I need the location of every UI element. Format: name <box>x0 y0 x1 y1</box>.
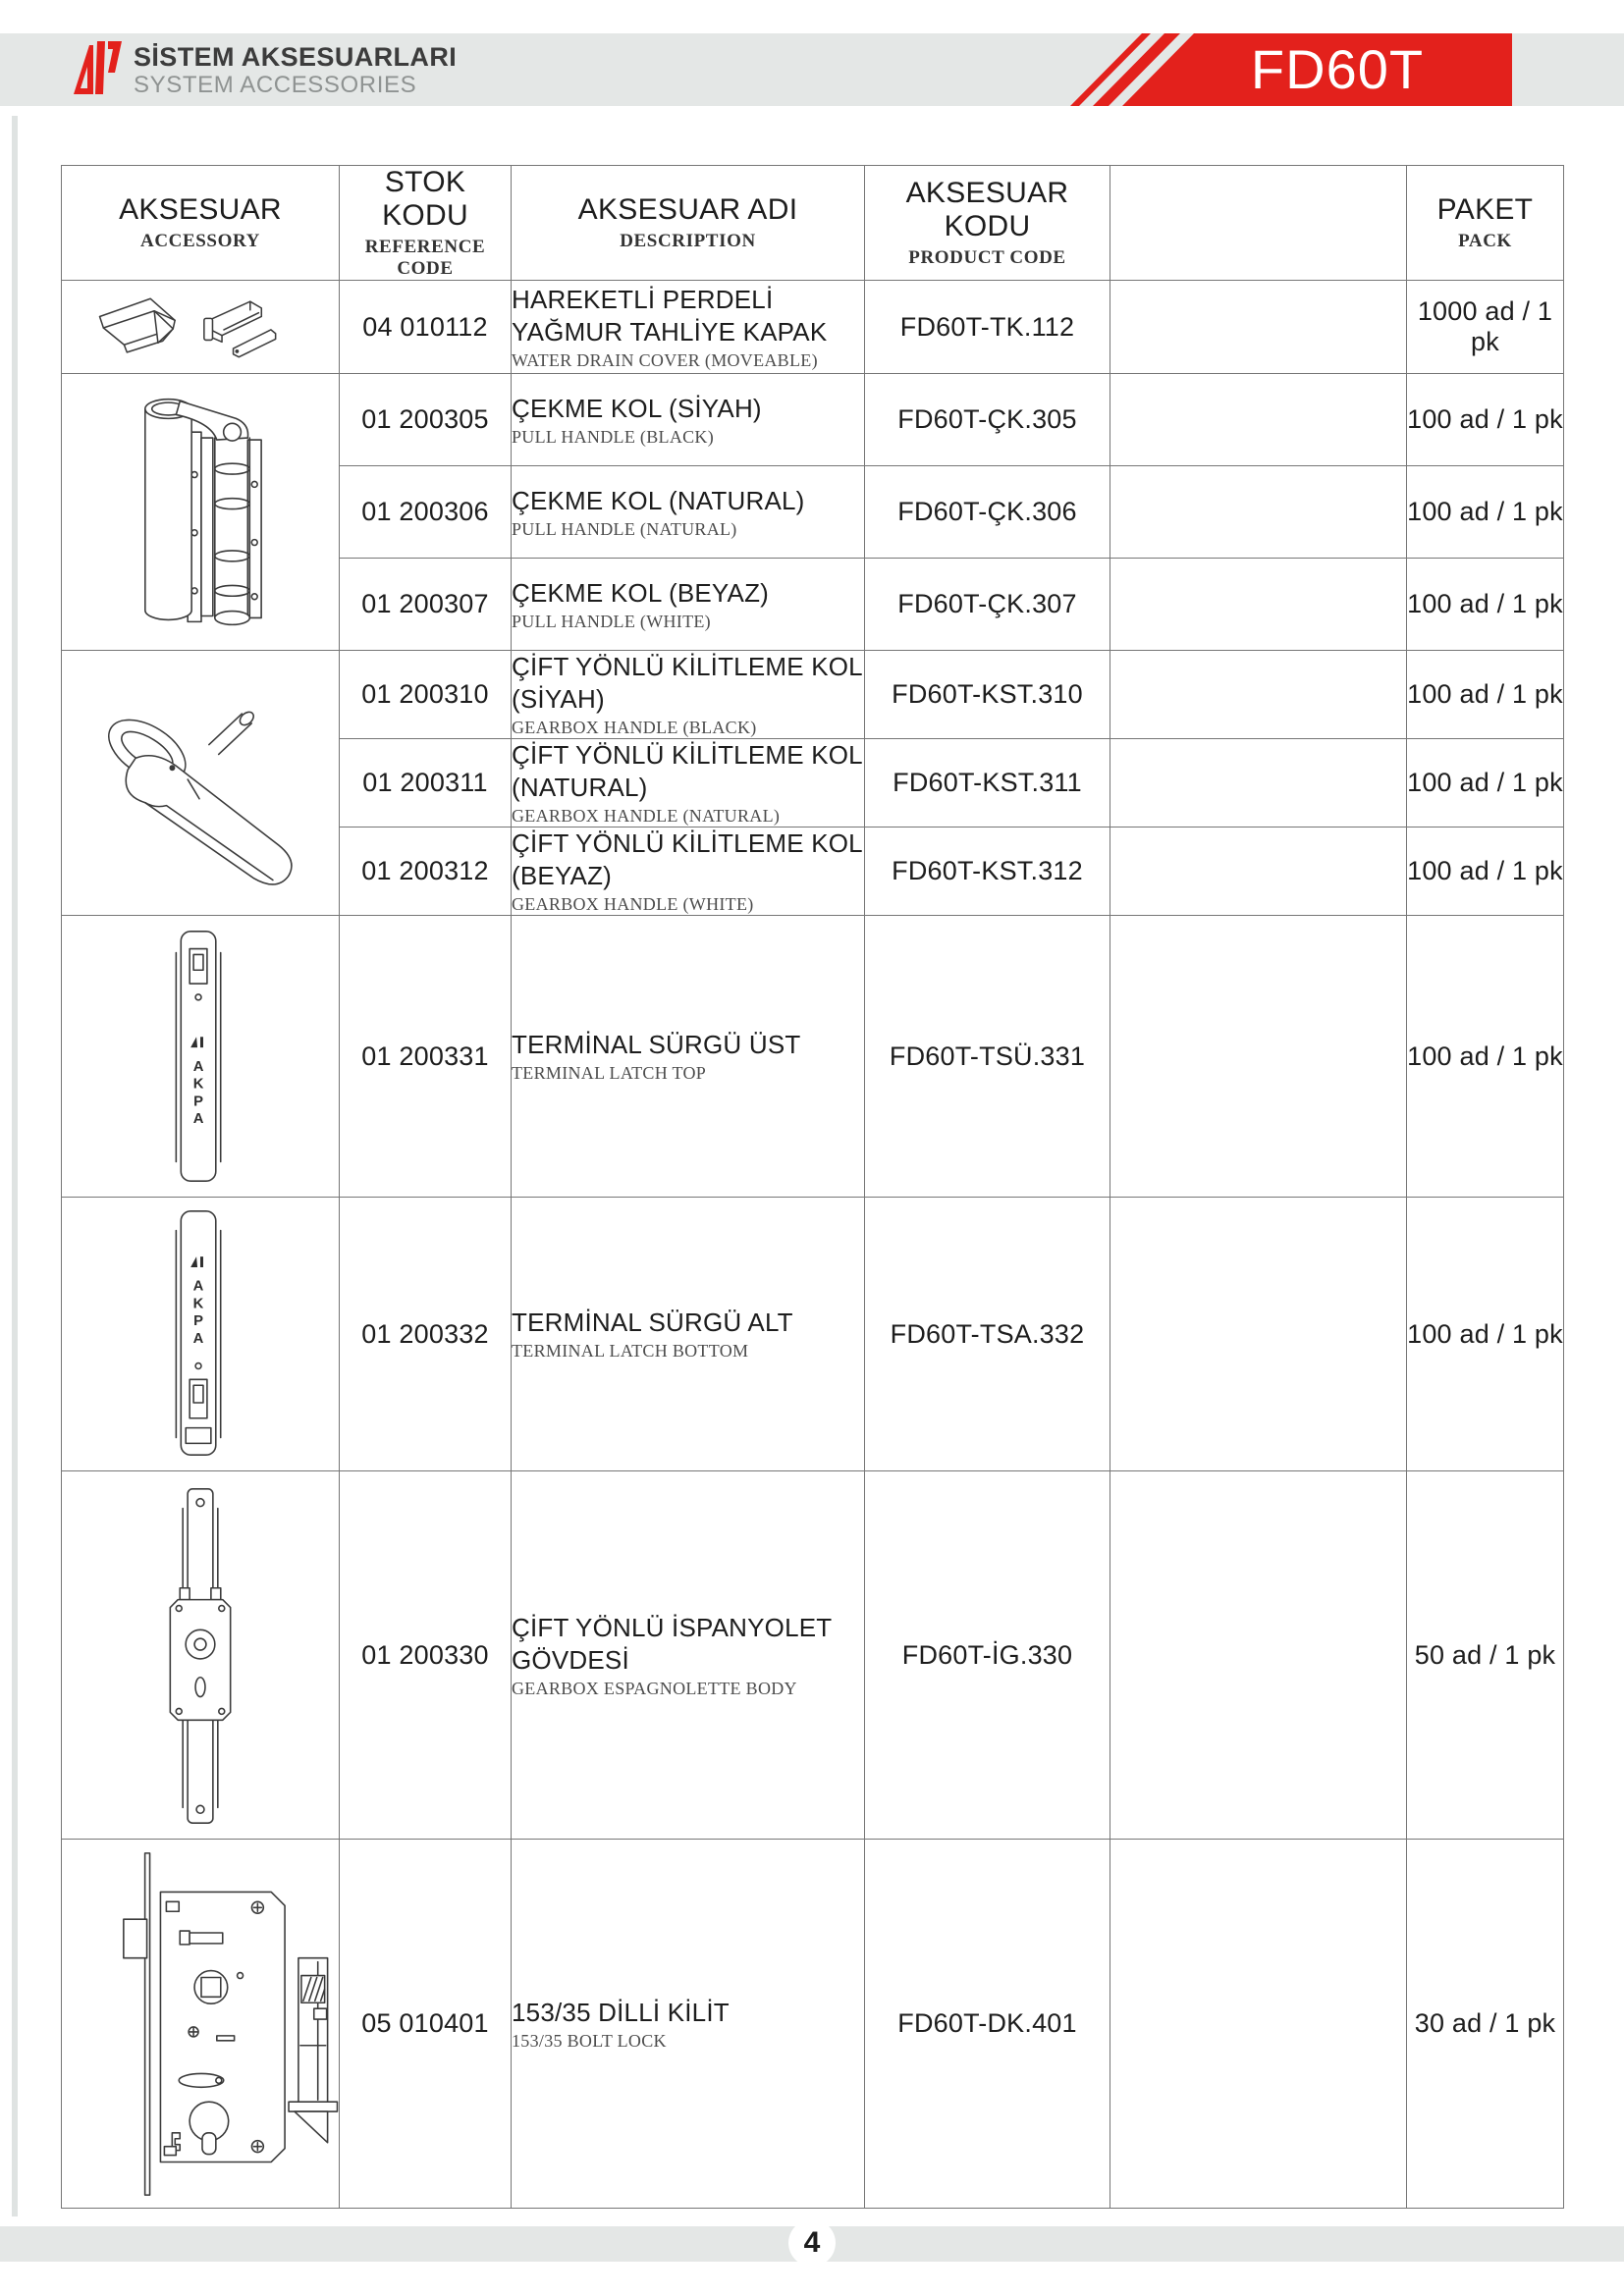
empty-cell <box>1110 281 1407 374</box>
pull-handle-illustration-icon <box>62 376 340 649</box>
table-row <box>62 651 1564 739</box>
column-title: PAKET <box>1436 193 1534 226</box>
svg-text:K: K <box>192 1295 204 1311</box>
product-code-cell: FD60T-DK.401 <box>865 1840 1110 2209</box>
description-cell <box>512 1198 865 1471</box>
product-image-pull-handle <box>62 374 340 651</box>
product-image-bolt-lock <box>62 1840 340 2209</box>
empty-cell <box>1110 559 1407 651</box>
product-code-cell: FD60T-KST.311 <box>865 739 1110 828</box>
brand-title: SİSTEM AKSESUARLARI <box>134 41 458 72</box>
accessory-name-en: GEARBOX HANDLE (NATURAL) <box>512 806 781 826</box>
product-code-cell: FD60T-ÇK.306 <box>865 466 1110 559</box>
accessory-name-en: 153/35 BOLT LOCK <box>512 2030 667 2051</box>
stock-code-cell: 01 200312 <box>340 828 512 916</box>
product-image-gearbox-handle <box>62 651 340 916</box>
empty-cell <box>1110 916 1407 1198</box>
svg-text:P: P <box>193 1312 203 1329</box>
column-subtitle: PACK <box>1458 231 1512 251</box>
pack-cell: 100 ad / 1 pk <box>1407 559 1564 651</box>
product-code-cell: FD60T-İG.330 <box>865 1471 1110 1840</box>
pack-cell: 100 ad / 1 pk <box>1407 651 1564 739</box>
accessory-name: ÇEKME KOL (BEYAZ) <box>512 577 770 608</box>
accessories-table <box>61 165 1564 2209</box>
empty-cell <box>1110 1471 1407 1840</box>
terminal-latch-bottom-illustration-icon <box>62 1200 340 1469</box>
page-number-badge <box>788 2219 836 2267</box>
accessory-name: TERMİNAL SÜRGÜ ALT <box>512 1308 793 1337</box>
empty-cell <box>1110 739 1407 828</box>
svg-text:A: A <box>192 1330 204 1347</box>
column-subtitle: REFERENCE CODE <box>364 237 486 279</box>
column-header-aksesuar <box>62 166 340 281</box>
column-header-stok-kodu <box>340 166 512 281</box>
stock-code-cell: 01 200305 <box>340 374 512 466</box>
pack-cell: 100 ad / 1 pk <box>1407 739 1564 828</box>
product-image-terminal-latch-bottom <box>62 1198 340 1471</box>
description-cell <box>512 281 865 374</box>
product-code-cell: FD60T-TSA.332 <box>865 1198 1110 1471</box>
series-badge-label: FD60T <box>1250 38 1425 100</box>
svg-text:A: A <box>192 1278 204 1295</box>
brand-text <box>134 42 457 98</box>
table-row <box>62 281 1564 374</box>
stock-code-cell: 05 010401 <box>340 1840 512 2209</box>
pack-cell: 1000 ad / 1 pk <box>1407 281 1564 374</box>
table-head <box>62 166 1564 281</box>
gearbox-handle-illustration-icon <box>62 654 340 913</box>
description-cell <box>512 1471 865 1840</box>
column-title: STOK KODU <box>382 166 468 232</box>
accessory-name-en: TERMINAL LATCH TOP <box>512 1063 707 1083</box>
table-row <box>62 1840 1564 2209</box>
accessory-name: 153/35 DİLLİ KİLİT <box>512 1997 730 2027</box>
accessory-name: ÇİFT YÖNLÜ KİLİTLEME KOL (BEYAZ) <box>512 828 862 890</box>
description-cell <box>512 651 865 739</box>
pack-cell: 50 ad / 1 pk <box>1407 1471 1564 1840</box>
description-cell <box>512 374 865 466</box>
stock-code-cell: 01 200331 <box>340 916 512 1198</box>
product-image-terminal-latch-top <box>62 916 340 1198</box>
accessory-name-en: PULL HANDLE (WHITE) <box>512 611 711 631</box>
stock-code-cell: 01 200307 <box>340 559 512 651</box>
description-cell <box>512 466 865 559</box>
series-badge <box>1070 33 1512 106</box>
stock-code-cell: 01 200306 <box>340 466 512 559</box>
accessory-name: HAREKETLİ PERDELİ YAĞMUR TAHLİYE KAPAK <box>512 284 828 347</box>
stock-code-cell: 01 200310 <box>340 651 512 739</box>
table-row <box>62 374 1564 466</box>
water-drain-cover-illustration-icon <box>62 283 340 372</box>
accessory-name-en: GEARBOX HANDLE (WHITE) <box>512 894 754 914</box>
description-cell <box>512 739 865 828</box>
empty-cell <box>1110 1198 1407 1471</box>
accessory-name-en: TERMINAL LATCH BOTTOM <box>512 1341 749 1361</box>
page-number: 4 <box>803 2226 821 2259</box>
svg-text:K: K <box>192 1076 204 1093</box>
terminal-latch-top-illustration-icon <box>62 918 340 1196</box>
empty-cell <box>1110 466 1407 559</box>
product-code-cell: FD60T-ÇK.307 <box>865 559 1110 651</box>
product-image-espagnolette-body <box>62 1471 340 1840</box>
column-subtitle: DESCRIPTION <box>620 231 756 251</box>
svg-text:A: A <box>192 1110 204 1127</box>
product-image-water-drain-cover <box>62 281 340 374</box>
accessory-name: ÇİFT YÖNLÜ İSPANYOLET GÖVDESİ <box>512 1612 832 1675</box>
akpa-logo-icon <box>73 39 122 101</box>
stock-code-cell: 01 200330 <box>340 1471 512 1840</box>
empty-cell <box>1110 374 1407 466</box>
pack-cell: 30 ad / 1 pk <box>1407 1840 1564 2209</box>
description-cell <box>512 559 865 651</box>
accessory-name-en: WATER DRAIN COVER (MOVEABLE) <box>512 349 818 370</box>
description-cell <box>512 1840 865 2209</box>
empty-cell <box>1110 828 1407 916</box>
stock-code-cell: 01 200332 <box>340 1198 512 1471</box>
accessory-name: ÇİFT YÖNLÜ KİLİTLEME KOL (SİYAH) <box>512 652 862 714</box>
accessory-name: ÇEKME KOL (SİYAH) <box>512 393 762 423</box>
description-cell <box>512 916 865 1198</box>
product-code-cell: FD60T-KST.310 <box>865 651 1110 739</box>
accessory-name-en: GEARBOX ESPAGNOLETTE BODY <box>512 1678 797 1698</box>
svg-text:P: P <box>193 1093 203 1109</box>
column-header-aksesuar-adi <box>512 166 865 281</box>
column-header-aksesuar-kodu <box>865 166 1110 281</box>
stock-code-cell: 04 010112 <box>340 281 512 374</box>
column-header-paket <box>1407 166 1564 281</box>
brand-subtitle: SYSTEM ACCESSORIES <box>134 71 417 98</box>
espagnolette-body-illustration-icon <box>62 1473 340 1838</box>
product-code-cell: FD60T-ÇK.305 <box>865 374 1110 466</box>
accessory-name: TERMİNAL SÜRGÜ ÜST <box>512 1030 801 1059</box>
product-code-cell: FD60T-TK.112 <box>865 281 1110 374</box>
accessory-name-en: PULL HANDLE (BLACK) <box>512 426 715 447</box>
column-title: AKSESUAR ADI <box>577 193 798 226</box>
accessory-name: ÇİFT YÖNLÜ KİLİTLEME KOL (NATURAL) <box>512 740 862 802</box>
pack-cell: 100 ad / 1 pk <box>1407 466 1564 559</box>
product-code-cell: FD60T-TSÜ.331 <box>865 916 1110 1198</box>
accessory-name-en: GEARBOX HANDLE (BLACK) <box>512 718 757 737</box>
empty-cell <box>1110 1840 1407 2209</box>
description-cell <box>512 828 865 916</box>
stock-code-cell: 01 200311 <box>340 739 512 828</box>
column-title: AKSESUAR KODU <box>905 177 1069 242</box>
header-row <box>62 166 1564 281</box>
column-title: AKSESUAR <box>119 193 282 226</box>
pack-cell: 100 ad / 1 pk <box>1407 1198 1564 1471</box>
accessory-name: ÇEKME KOL (NATURAL) <box>512 485 805 515</box>
brand-block <box>73 39 457 100</box>
svg-text:A: A <box>192 1058 204 1075</box>
accessory-name-en: PULL HANDLE (NATURAL) <box>512 518 737 539</box>
table-row <box>62 916 1564 1198</box>
column-subtitle: PRODUCT CODE <box>908 247 1066 268</box>
left-margin-strip <box>12 116 18 2216</box>
column-header-empty <box>1110 166 1407 281</box>
bolt-lock-illustration-icon <box>62 1842 340 2207</box>
product-code-cell: FD60T-KST.312 <box>865 828 1110 916</box>
pack-cell: 100 ad / 1 pk <box>1407 916 1564 1198</box>
table-row <box>62 1198 1564 1471</box>
table-row <box>62 1471 1564 1840</box>
column-subtitle: ACCESSORY <box>140 231 260 251</box>
empty-cell <box>1110 651 1407 739</box>
pack-cell: 100 ad / 1 pk <box>1407 828 1564 916</box>
pack-cell: 100 ad / 1 pk <box>1407 374 1564 466</box>
